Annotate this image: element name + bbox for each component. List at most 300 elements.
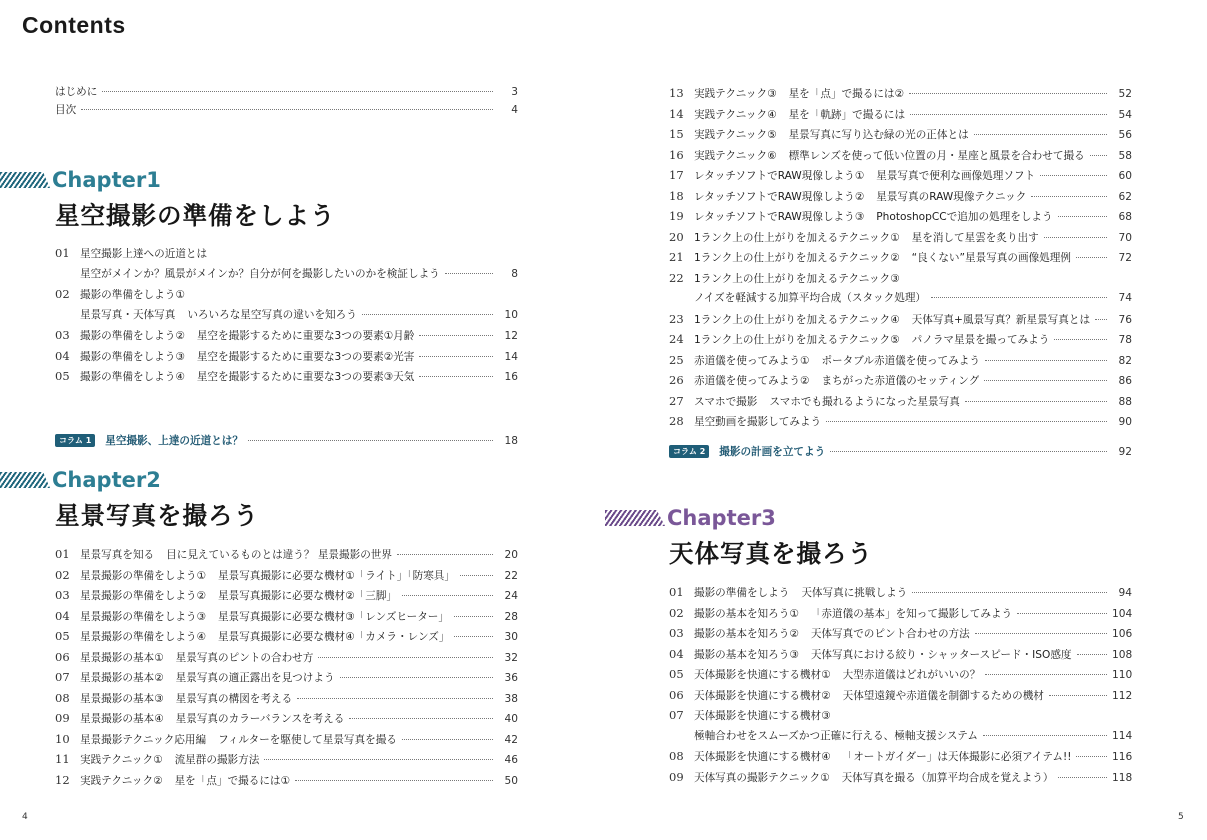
entry-title-wrap — [694, 690, 1044, 702]
entry-subtitle: 天体写真+風景写真？新星景写真とは — [911, 313, 1091, 326]
entry-page: 8 — [511, 267, 518, 280]
chapter-title: 天体写真を撮ろう — [669, 539, 873, 568]
toc-row[interactable] — [55, 309, 518, 330]
entry-page: 32 — [504, 651, 518, 664]
entry-title: 赤道儀を使ってみよう② — [694, 375, 810, 387]
column-title: 撮影の計画を立てよう — [719, 446, 826, 458]
chapter3-entries — [669, 586, 1132, 791]
entry-title-wrap — [694, 375, 979, 387]
entry-title: レタッチソフトでRAW現像しよう② — [694, 190, 865, 203]
entry-subtitle: 星を「点」で撮るには② — [788, 88, 905, 100]
entry-subtitle: “良くない”星景写真の画像処理例 — [911, 252, 1071, 264]
entry-title-wrap — [80, 268, 440, 280]
entry-subtitle: 天体写真でのピント合わせの方法 — [810, 628, 970, 640]
toc-row[interactable] — [55, 268, 518, 289]
entry-number: 27 — [669, 394, 684, 408]
toc-row[interactable] — [669, 648, 1132, 669]
entry-title: 天体撮影を快適にする機材④ — [694, 751, 831, 763]
entry-page: 56 — [1118, 129, 1132, 141]
entry-subtitle: 星景写真の構図を考える — [175, 692, 293, 705]
chapter-title: 星景写真を撮ろう — [55, 501, 259, 530]
toc-row[interactable] — [669, 607, 1132, 628]
entry-subtitle: スマホでも撮れるようになった星景写真 — [769, 395, 960, 408]
entry-title-wrap — [694, 396, 960, 408]
entry-number: 07 — [669, 709, 684, 722]
toc-row[interactable] — [669, 750, 1132, 771]
entry-title-wrap — [694, 232, 1039, 244]
entry-title-wrap — [80, 693, 292, 705]
entry-title: 実践テクニック④ — [694, 108, 777, 121]
column2[interactable] — [669, 444, 1132, 459]
column-badge: コラム 2 — [669, 445, 709, 458]
entry-title: 星空がメインか？風景がメインか？自分が何を撮影したいのかを検証しよう — [80, 267, 440, 280]
entry-subtitle: 星空を撮影するために重要な3つの要素①月齢 — [196, 330, 415, 342]
toc-row[interactable] — [55, 692, 518, 713]
toc-row[interactable] — [669, 169, 1132, 190]
toc-row[interactable] — [55, 329, 518, 350]
entry-page: 78 — [1118, 334, 1132, 346]
toc-row[interactable] — [55, 733, 518, 754]
chapter-label-text: Chapter3 — [667, 506, 776, 530]
entry-subtitle: 「赤道儀の基本」を知って撮影してみよう — [810, 607, 1013, 620]
toc-row[interactable] — [55, 247, 518, 268]
entry-title: 極軸合わせをスムーズかつ正確に行える、極軸支援システム — [694, 729, 978, 742]
entry-page: 74 — [1118, 292, 1132, 304]
leader-dots — [1076, 257, 1107, 258]
entry-page: 20 — [504, 549, 518, 561]
entry-page: 90 — [1118, 416, 1132, 428]
entry-page: 86 — [1118, 375, 1132, 387]
entry-page: 16 — [504, 371, 518, 383]
chapter-band-decoration — [605, 510, 665, 526]
leader-dots — [984, 380, 1107, 381]
toc-row[interactable] — [669, 190, 1132, 211]
entry-page: 42 — [504, 733, 518, 746]
entry-title: 星景写真を知る — [80, 549, 155, 561]
entry-title: はじめに — [55, 86, 98, 98]
entry-page: 22 — [504, 569, 518, 582]
toc-row[interactable] — [55, 589, 518, 610]
entry-title: 撮影の準備をしよう② — [80, 330, 185, 342]
entry-title-wrap — [694, 334, 1049, 346]
entry-subtitle: 星を「軌跡」で撮るには — [788, 108, 906, 121]
entry-page: 72 — [1118, 252, 1132, 264]
entry-title: 実践テクニック⑥ — [694, 149, 777, 162]
toc-row[interactable] — [669, 251, 1132, 272]
leader-dots — [830, 451, 1107, 452]
chapter-band-decoration — [0, 172, 50, 188]
entry-number: 12 — [55, 773, 70, 787]
entry-title: 1ランク上の仕上がりを加えるテクニック② — [694, 252, 900, 264]
column1[interactable] — [55, 433, 518, 448]
entry-page: 112 — [1112, 689, 1132, 702]
entry-number: 02 — [55, 288, 70, 301]
entry-page: 104 — [1112, 607, 1132, 620]
toc-row[interactable] — [669, 771, 1132, 792]
leader-dots — [931, 297, 1107, 298]
toc-row[interactable] — [669, 374, 1132, 395]
entry-number: 13 — [669, 87, 684, 100]
entry-page: 68 — [1118, 211, 1132, 223]
entry-number: 09 — [669, 770, 684, 784]
entry-title-wrap — [80, 611, 449, 623]
chapter-title: 星空撮影の準備をしよう — [55, 201, 336, 230]
toc-row[interactable] — [669, 333, 1132, 354]
entry-page: 36 — [504, 672, 518, 684]
entry-title: 天体撮影を快適にする機材① — [694, 669, 831, 681]
entry-title: 撮影の基本を知ろう① — [694, 607, 799, 620]
entry-title-wrap — [694, 416, 821, 428]
entry-number: 05 — [669, 668, 684, 681]
entry-subtitle: 星景写真のピントの合わせ方 — [175, 651, 314, 664]
entry-number: 06 — [669, 688, 684, 702]
page-number-right: 5 — [1178, 812, 1184, 822]
toc-row[interactable] — [55, 630, 518, 651]
toc-row[interactable] — [669, 415, 1132, 436]
entry-title: 実践テクニック⑤ — [694, 129, 777, 141]
leader-dots — [1076, 756, 1107, 757]
entry-number: 05 — [55, 370, 70, 383]
entry-subtitle: 天体写真を撮る（加算平均合成を覚えよう） — [841, 771, 1054, 784]
leader-dots — [974, 134, 1107, 135]
leader-dots — [912, 592, 1107, 593]
leader-dots — [1090, 155, 1107, 156]
entry-title: 1ランク上の仕上がりを加えるテクニック④ — [694, 313, 900, 326]
entry-title: 実践テクニック① — [80, 754, 163, 766]
toc-row[interactable] — [669, 231, 1132, 252]
entry-number: 04 — [55, 609, 70, 623]
entry-page: 50 — [504, 774, 518, 787]
chapter3-header — [605, 506, 1165, 570]
entry-page: 40 — [504, 713, 518, 725]
toc-row[interactable] — [55, 548, 518, 569]
leader-dots — [402, 595, 493, 596]
entry-number: 16 — [669, 148, 684, 162]
leader-dots — [1044, 237, 1107, 238]
leader-dots — [402, 739, 493, 740]
toc-row[interactable] — [55, 104, 518, 122]
entry-number: 09 — [55, 712, 70, 725]
entry-number: 02 — [55, 568, 70, 582]
leader-dots — [81, 109, 493, 110]
leader-dots — [1095, 319, 1107, 320]
entry-number: 03 — [55, 589, 70, 602]
entry-title-wrap — [694, 730, 978, 742]
toc-row[interactable] — [669, 627, 1132, 648]
entry-title-wrap — [80, 351, 414, 363]
entry-title: 撮影の準備をしよう① — [80, 289, 185, 301]
chapter2-header — [0, 468, 560, 532]
toc-row[interactable] — [55, 753, 518, 774]
entry-title-wrap — [80, 590, 397, 602]
entry-page: 70 — [1118, 231, 1132, 244]
entry-title: 実践テクニック② — [80, 774, 163, 787]
entry-title-wrap — [80, 754, 259, 766]
entry-page: 108 — [1112, 648, 1132, 661]
entry-number: 22 — [669, 271, 684, 285]
entry-number: 06 — [55, 650, 70, 664]
entry-number: 01 — [669, 586, 684, 599]
entry-title-wrap — [80, 631, 449, 643]
entry-page: 54 — [1118, 108, 1132, 121]
entry-title: 星景撮影の基本③ — [80, 692, 164, 705]
leader-dots — [102, 91, 493, 92]
leader-dots — [975, 633, 1107, 634]
entry-title: 目次 — [55, 104, 77, 116]
entry-number: 05 — [55, 630, 70, 643]
chapter-label-text: Chapter1 — [52, 168, 161, 192]
entry-number: 21 — [669, 251, 684, 264]
entry-title: 星景撮影の準備をしよう③ — [80, 610, 207, 623]
toc-row[interactable] — [55, 774, 518, 795]
leader-dots — [1040, 175, 1107, 176]
entry-number: 14 — [669, 107, 684, 121]
entry-number: 28 — [669, 415, 684, 428]
leader-dots — [1058, 777, 1107, 778]
entry-title: ノイズを軽減する加算平均合成（スタック処理） — [694, 292, 927, 304]
toc-row[interactable] — [55, 712, 518, 733]
entry-subtitle: ポータブル赤道儀を使ってみよう — [821, 354, 980, 367]
entry-number: 25 — [669, 353, 684, 367]
entry-title-wrap — [694, 292, 926, 304]
entry-page: 38 — [504, 692, 518, 705]
toc-row[interactable] — [669, 395, 1132, 416]
entry-title-wrap — [694, 751, 1071, 763]
entry-title: 実践テクニック③ — [694, 88, 777, 100]
entry-number: 01 — [55, 548, 70, 561]
leader-dots — [909, 93, 1107, 94]
entry-title-wrap — [80, 652, 313, 664]
entry-title: レタッチソフトでRAW現像しよう③ — [694, 211, 865, 223]
entry-title-wrap — [694, 628, 970, 640]
entry-page: 3 — [511, 86, 518, 98]
leader-dots — [965, 401, 1107, 402]
toc-row[interactable] — [55, 671, 518, 692]
entry-title: スマホで撮影 — [694, 395, 758, 408]
toc-row[interactable] — [55, 86, 518, 104]
entry-title-wrap — [694, 129, 969, 141]
toc-row[interactable] — [669, 108, 1132, 129]
entry-title-wrap — [694, 191, 1026, 203]
entry-title-wrap — [694, 608, 1012, 620]
entry-number: 08 — [55, 691, 70, 705]
entry-title: 星景撮影の準備をしよう① — [80, 569, 207, 582]
leader-dots — [340, 677, 493, 678]
entry-subtitle: 星空を撮影するために重要な3つの要素③天気 — [196, 371, 415, 383]
entry-number: 20 — [669, 230, 684, 244]
entry-number: 11 — [55, 753, 70, 766]
entry-number: 24 — [669, 333, 684, 346]
leader-dots — [297, 698, 493, 699]
chapter-label-text: Chapter2 — [52, 468, 161, 492]
entry-title-wrap — [694, 587, 907, 599]
leader-dots — [1058, 216, 1107, 217]
toc-row[interactable] — [55, 370, 518, 391]
entry-subtitle: まちがった赤道儀のセッティング — [821, 375, 980, 387]
toc-row[interactable] — [669, 354, 1132, 375]
entry-title: レタッチソフトでRAW現像しよう① — [694, 170, 865, 182]
page-number-left: 4 — [22, 812, 28, 822]
column-row[interactable] — [669, 444, 1132, 459]
entry-page: 12 — [504, 330, 518, 342]
toc-row[interactable] — [669, 149, 1132, 170]
toc-row[interactable] — [55, 288, 518, 309]
chapter1-entries — [55, 247, 518, 391]
entry-title-wrap — [80, 570, 455, 582]
toc-row[interactable] — [55, 610, 518, 631]
leader-dots — [419, 356, 493, 357]
entry-title: 天体写真の撮影テクニック① — [694, 771, 830, 784]
chapter2-entries-left — [55, 548, 518, 794]
entry-title: 撮影の準備をしよう④ — [80, 371, 185, 383]
entry-page: 58 — [1118, 149, 1132, 162]
entry-subtitle: 天体写真に挑戦しよう — [801, 587, 908, 599]
entry-title: 星景撮影の基本④ — [80, 713, 164, 725]
entry-subtitle: 「オートガイダー」は天体撮影に必須アイテム!! — [842, 751, 1072, 763]
entry-title-wrap — [80, 672, 335, 684]
entry-subtitle: 星景写真撮影に必要な機材②「三脚」 — [218, 590, 398, 602]
toc-row[interactable] — [669, 730, 1132, 751]
entry-page: 116 — [1112, 751, 1132, 763]
entry-subtitle: 天体望遠鏡や赤道儀を制御するための機材 — [842, 689, 1044, 702]
leader-dots — [419, 335, 493, 336]
toc-row[interactable] — [669, 313, 1132, 334]
entry-title: 星景撮影テクニック応用編 — [80, 733, 207, 746]
entry-title-wrap — [80, 371, 414, 383]
leader-dots — [826, 421, 1107, 422]
entry-page: 110 — [1112, 669, 1132, 681]
entry-number: 03 — [669, 627, 684, 640]
entry-page: 114 — [1112, 729, 1132, 742]
entry-title-wrap — [694, 109, 905, 121]
toc-row[interactable] — [669, 292, 1132, 313]
leader-dots — [985, 360, 1107, 361]
entry-number: 04 — [55, 349, 70, 363]
entry-title-wrap — [80, 248, 207, 260]
entry-number: 26 — [669, 374, 684, 387]
entry-page: 28 — [504, 610, 518, 623]
column-row[interactable] — [55, 433, 518, 448]
entry-page: 106 — [1112, 628, 1132, 640]
toc-row[interactable] — [669, 272, 1132, 293]
leader-dots — [295, 780, 493, 781]
toc-row[interactable] — [669, 128, 1132, 149]
entry-title: 1ランク上の仕上がりを加えるテクニック① — [694, 231, 900, 244]
entry-page: 88 — [1118, 395, 1132, 408]
entry-number: 18 — [669, 189, 684, 203]
leader-dots — [349, 718, 493, 719]
entry-title-wrap — [694, 772, 1053, 784]
toc-row[interactable] — [55, 651, 518, 672]
entry-title: 星景撮影の基本② — [80, 672, 164, 684]
entry-subtitle: 標準レンズを使って低い位置の月・星座と風景を合わせて撮る — [788, 149, 1085, 162]
entry-title: 星景撮影の準備をしよう④ — [80, 631, 207, 643]
entry-subtitle: パノラマ星景を撮ってみよう — [911, 334, 1050, 346]
toc-row[interactable] — [55, 569, 518, 590]
entry-title: 1ランク上の仕上がりを加えるテクニック③ — [694, 272, 900, 285]
entry-number: 01 — [55, 247, 70, 260]
entry-subtitle: 星景写真撮影に必要な機材③「レンズヒーター」 — [218, 610, 449, 623]
chapter-label — [0, 468, 560, 492]
entry-subtitle: 星景写真のRAW現像テクニック — [876, 190, 1027, 203]
chapter-label — [605, 506, 1165, 530]
chapter1-header — [0, 168, 560, 232]
entry-subtitle: 星景写真撮影に必要な機材①「ライト」「防寒具」 — [218, 569, 455, 582]
entry-number: 04 — [669, 647, 684, 661]
entry-title-wrap — [694, 649, 1072, 661]
entry-subtitle: 流星群の撮影方法 — [174, 754, 260, 766]
leader-dots — [445, 273, 493, 274]
leader-dots — [1077, 654, 1107, 655]
entry-subtitle: 星景写真の適正露出を見つけよう — [175, 672, 335, 684]
entry-title-wrap — [694, 710, 831, 722]
entry-subtitle: フィルターを駆使して星景写真を撮る — [218, 733, 397, 746]
toc-row[interactable] — [669, 210, 1132, 231]
entry-title-wrap — [694, 314, 1090, 326]
leader-dots — [985, 674, 1107, 675]
entry-number: 10 — [55, 732, 70, 746]
entry-number: 15 — [669, 128, 684, 141]
entry-number: 07 — [55, 671, 70, 684]
entry-subtitle: 星を消して星雲を炙り出す — [911, 231, 1039, 244]
toc-row[interactable] — [669, 668, 1132, 689]
toc-row[interactable] — [669, 689, 1132, 710]
leader-dots — [1031, 196, 1107, 197]
leader-dots — [460, 575, 493, 576]
entry-page: 4 — [511, 104, 518, 116]
leader-dots — [910, 114, 1107, 115]
entry-title-wrap — [694, 669, 980, 681]
entry-title-wrap — [80, 289, 185, 301]
toc-row[interactable] — [669, 87, 1132, 108]
entry-page: 94 — [1118, 587, 1132, 599]
entry-title: 天体撮影を快適にする機材② — [694, 689, 831, 702]
entry-title-wrap — [80, 713, 344, 725]
entry-page: 118 — [1112, 771, 1132, 784]
entry-title-wrap — [80, 330, 414, 342]
entry-title: 撮影の準備をしよう — [694, 587, 790, 599]
toc-row[interactable] — [669, 586, 1132, 607]
entry-subtitle: 大型赤道儀はどれがいいの？ — [842, 669, 981, 681]
entry-subtitle: PhotoshopCCで追加の処理をしよう — [876, 211, 1053, 223]
page-title: Contents — [22, 12, 126, 38]
leader-dots — [248, 440, 493, 441]
toc-row[interactable] — [669, 709, 1132, 730]
entry-subtitle: 目に見えているものとは違う？ 星景撮影の世界 — [166, 549, 392, 561]
column-title: 星空撮影、上達の近道とは？ — [105, 435, 243, 447]
chapter-label — [0, 168, 560, 192]
entry-title: 星景撮影の基本① — [80, 651, 164, 664]
leader-dots — [454, 636, 493, 637]
entry-title: 赤道儀を使ってみよう① — [694, 354, 810, 367]
leader-dots — [362, 314, 493, 315]
leader-dots — [318, 657, 493, 658]
entry-title: 星空撮影上達への近道とは — [80, 248, 208, 260]
leader-dots — [983, 735, 1107, 736]
leader-dots — [397, 554, 493, 555]
entry-title-wrap — [80, 734, 397, 746]
toc-row[interactable] — [55, 350, 518, 371]
entry-number: 17 — [669, 169, 684, 182]
entry-page: 10 — [504, 308, 518, 321]
leader-dots — [1017, 613, 1107, 614]
entry-title: 星景撮影の準備をしよう② — [80, 590, 207, 602]
entry-title: 星空動画を撮影してみよう — [694, 416, 822, 428]
leader-dots — [1049, 695, 1107, 696]
entry-subtitle: 星を「点」で撮るには① — [174, 774, 291, 787]
entry-title: 1ランク上の仕上がりを加えるテクニック⑤ — [694, 334, 900, 346]
entry-subtitle: 星景写真撮影に必要な機材④「カメラ・レンズ」 — [218, 631, 450, 643]
